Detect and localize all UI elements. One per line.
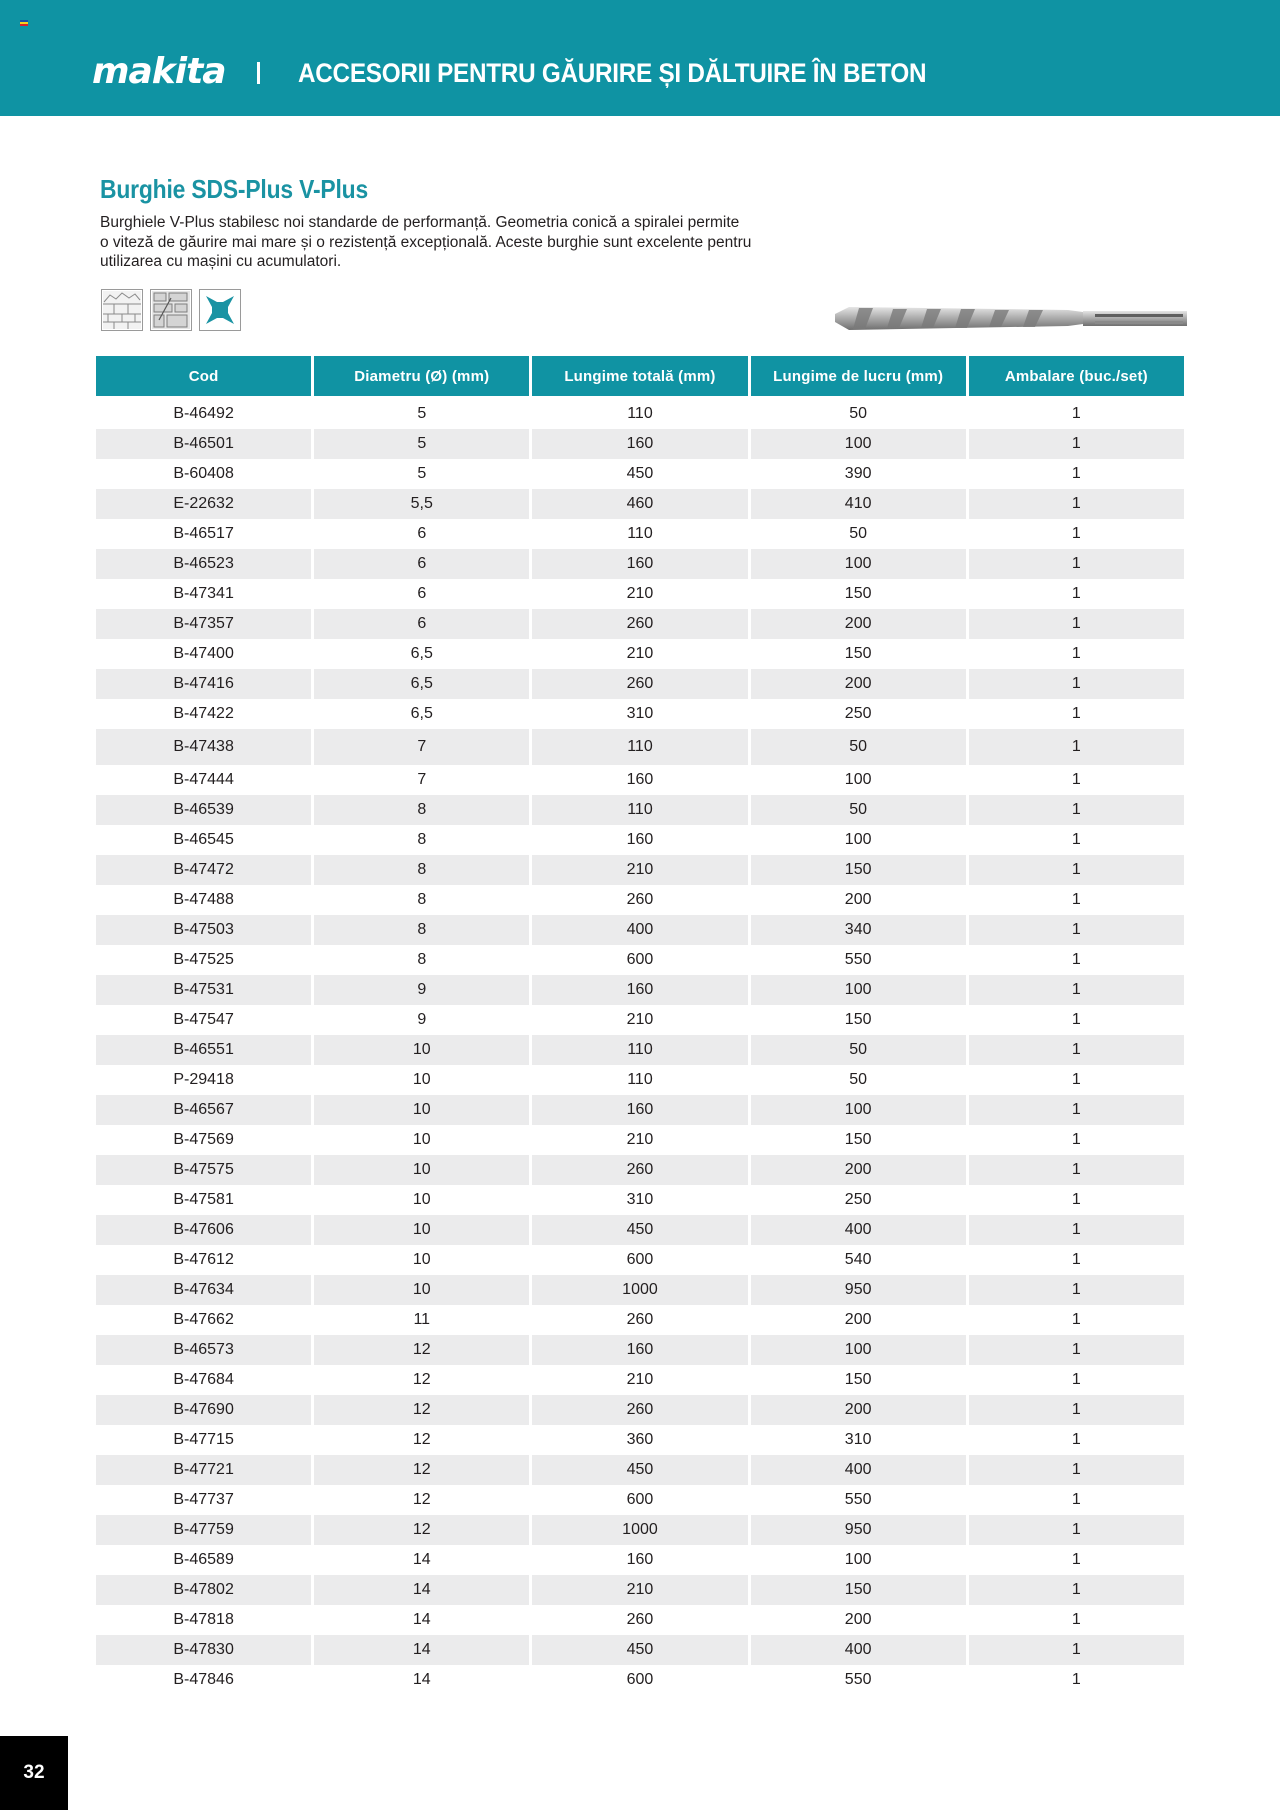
cell-total-length: 450: [626, 465, 654, 482]
table-row: [96, 1545, 1184, 1575]
cell-packaging: 1: [969, 1095, 1184, 1125]
cell-code: B-47531: [96, 975, 311, 1005]
cell-packaging: 1: [1071, 771, 1081, 788]
cell-packaging: 1: [1071, 1611, 1081, 1628]
cell-diameter: 12: [412, 1431, 431, 1448]
table-row: [96, 1305, 1184, 1335]
cell-total-length: 260: [626, 1311, 654, 1328]
table-row: [96, 1035, 1184, 1065]
cell-working-length: 100: [751, 549, 966, 579]
cell-working-length: 310: [844, 1431, 872, 1448]
table-row: [96, 489, 1184, 519]
cell-diameter: 14: [412, 1671, 431, 1688]
description-line: utilizarea cu mașini cu acumulatori.: [100, 253, 342, 270]
cell-working-length: 100: [844, 831, 872, 848]
cell-packaging: 1: [1071, 1311, 1081, 1328]
cell-working-length: 200: [751, 669, 966, 699]
cell-code: B-47569: [173, 1131, 234, 1148]
cell-packaging: 1: [969, 915, 1184, 945]
cell-diameter: 12: [412, 1371, 431, 1388]
cell-working-length: 200: [844, 1311, 872, 1328]
table-row: [96, 609, 1184, 639]
table-row: [96, 1155, 1184, 1185]
cell-packaging: 1: [1071, 1011, 1081, 1028]
cell-working-length: 50: [751, 729, 966, 765]
cell-code: B-47662: [173, 1311, 234, 1328]
cell-diameter: 5: [417, 465, 427, 482]
cell-working-length: 100: [751, 1095, 966, 1125]
cell-total-length: 210: [532, 855, 747, 885]
cell-total-length: 110: [627, 1071, 653, 1088]
cell-diameter: 6: [417, 525, 427, 542]
cell-code: B-46573: [96, 1335, 311, 1365]
cell-total-length: 400: [532, 915, 747, 945]
cell-code: B-47547: [173, 1011, 234, 1028]
table-row: [96, 1365, 1184, 1395]
cell-code: B-47581: [173, 1191, 234, 1208]
table-row: [96, 1395, 1184, 1425]
cell-working-length: 200: [751, 1155, 966, 1185]
cell-total-length: 460: [532, 489, 747, 519]
table-row: [96, 579, 1184, 609]
cell-code: B-46517: [173, 525, 234, 542]
cell-code: B-47684: [173, 1371, 234, 1388]
cell-working-length: 100: [844, 1551, 872, 1568]
cell-total-length: 450: [532, 1635, 747, 1665]
cell-packaging: 1: [969, 609, 1184, 639]
table-row: [96, 945, 1184, 975]
cell-working-length: 410: [751, 489, 966, 519]
table-row: [96, 1575, 1184, 1605]
cell-packaging: 1: [1071, 1071, 1081, 1088]
cell-working-length: 100: [751, 1335, 966, 1365]
cell-diameter: 7: [417, 771, 427, 788]
header-divider: [257, 62, 260, 84]
cell-working-length: 340: [751, 915, 966, 945]
table-row: [96, 519, 1184, 549]
cell-code: B-47612: [173, 1251, 234, 1268]
makita-logo: makita: [92, 51, 226, 92]
cell-working-length: 540: [844, 1251, 872, 1268]
cell-code: B-47400: [173, 645, 234, 662]
cell-code: B-47634: [96, 1275, 311, 1305]
cell-total-length: 160: [532, 975, 747, 1005]
cell-working-length: 200: [751, 1395, 966, 1425]
cell-packaging: 1: [969, 1035, 1184, 1065]
cell-diameter: 14: [314, 1575, 529, 1605]
cell-packaging: 1: [969, 1335, 1184, 1365]
cell-packaging: 1: [1071, 1191, 1081, 1208]
cell-working-length: 50: [751, 795, 966, 825]
cell-diameter: 8: [417, 831, 427, 848]
cell-total-length: 600: [626, 1251, 654, 1268]
table-row: [96, 1335, 1184, 1365]
cell-working-length: 50: [751, 1035, 966, 1065]
cell-working-length: 150: [844, 1011, 872, 1028]
page-number: 32: [0, 1736, 68, 1810]
description-line: Burghiele V-Plus stabilesc noi standarde de performanță. Geometria conică a spiralei permite: [100, 214, 740, 231]
cell-working-length: 100: [844, 771, 872, 788]
cell-packaging: 1: [969, 1635, 1184, 1665]
cell-code: B-47488: [173, 891, 234, 908]
table-row: [96, 399, 1184, 429]
cell-total-length: 450: [532, 1455, 747, 1485]
cell-diameter: 10: [412, 1251, 431, 1268]
cell-total-length: 110: [532, 795, 747, 825]
cell-total-length: 160: [532, 429, 747, 459]
cell-working-length: 550: [844, 1671, 872, 1688]
stone-wall-icon: [150, 289, 192, 331]
cell-code: B-46501: [96, 429, 311, 459]
cell-packaging: 1: [969, 1395, 1184, 1425]
section-description: [100, 213, 820, 272]
cell-packaging: 1: [1071, 1671, 1081, 1688]
cell-diameter: 6,5: [410, 705, 433, 722]
cell-code: B-47715: [173, 1431, 234, 1448]
cell-diameter: 5: [417, 405, 427, 422]
cell-total-length: 1000: [532, 1275, 747, 1305]
cell-working-length: 400: [751, 1215, 966, 1245]
cell-diameter: 5: [314, 429, 529, 459]
cell-working-length: 150: [844, 585, 872, 602]
cell-packaging: 1: [969, 1455, 1184, 1485]
cell-code: B-46545: [173, 831, 234, 848]
page-header: [0, 0, 1280, 116]
cell-working-length: 200: [844, 1611, 872, 1628]
cell-packaging: 1: [969, 1155, 1184, 1185]
cell-code: B-47357: [96, 609, 311, 639]
cell-diameter: 12: [314, 1455, 529, 1485]
cell-total-length: 260: [626, 891, 654, 908]
cell-diameter: 10: [314, 1275, 529, 1305]
cell-diameter: 12: [314, 1335, 529, 1365]
cell-diameter: 10: [412, 1131, 431, 1148]
cell-diameter: 10: [412, 1191, 431, 1208]
table-row: [96, 1455, 1184, 1485]
cell-working-length: 150: [844, 1371, 872, 1388]
cell-total-length: 600: [626, 951, 654, 968]
cell-total-length: 210: [626, 1371, 654, 1388]
table-row: [96, 669, 1184, 699]
cell-packaging: 1: [1071, 831, 1081, 848]
column-header-diameter: Diametru (Ø) (mm): [314, 356, 529, 399]
cell-code: B-47737: [173, 1491, 234, 1508]
cell-total-length: 310: [626, 705, 654, 722]
cell-diameter: 11: [413, 1311, 431, 1328]
table-header-row: [96, 356, 1184, 399]
table-row: [96, 1605, 1184, 1635]
cell-code: B-47830: [96, 1635, 311, 1665]
cell-diameter: 10: [314, 1155, 529, 1185]
cell-working-length: 100: [751, 429, 966, 459]
table-row: [96, 975, 1184, 1005]
cell-total-length: 600: [626, 1671, 654, 1688]
section-title: Burghie SDS-Plus V-Plus: [100, 174, 369, 204]
table-row: [96, 1095, 1184, 1125]
cell-packaging: 1: [1071, 951, 1081, 968]
cell-diameter: 10: [314, 1095, 529, 1125]
cell-total-length: 260: [532, 609, 747, 639]
brick-wall-icon: [101, 289, 143, 331]
table-row: [96, 1125, 1184, 1155]
cell-working-length: 250: [844, 705, 872, 722]
cell-diameter: 6,5: [410, 645, 433, 662]
cell-total-length: 260: [532, 1155, 747, 1185]
cell-packaging: 1: [1071, 525, 1081, 542]
cell-total-length: 260: [532, 669, 747, 699]
cell-code: B-47606: [96, 1215, 311, 1245]
column-header-code: Cod: [96, 356, 311, 399]
cell-diameter: 8: [314, 855, 529, 885]
cell-packaging: 1: [969, 1515, 1184, 1545]
table-row: [96, 729, 1184, 765]
table-row: [96, 429, 1184, 459]
cell-packaging: 1: [969, 1575, 1184, 1605]
cell-diameter: 12: [412, 1491, 431, 1508]
cell-packaging: 1: [969, 549, 1184, 579]
cell-total-length: 160: [532, 1335, 747, 1365]
table-row: [96, 795, 1184, 825]
cell-total-length: 210: [626, 1131, 654, 1148]
cell-working-length: 100: [751, 975, 966, 1005]
romania-flag-icon: [20, 20, 28, 26]
description-line: o viteză de găurire mai mare și o rezistență excepțională. Aceste burghie sunt excelente pentru: [100, 233, 752, 251]
cell-code: B-47444: [173, 771, 234, 788]
cell-diameter: 12: [314, 1395, 529, 1425]
cell-packaging: 1: [969, 975, 1184, 1005]
cell-packaging: 1: [1071, 405, 1081, 422]
cell-code: E-22632: [96, 489, 311, 519]
cell-packaging: 1: [1071, 891, 1081, 908]
column-header-total-length: Lungime totală (mm): [532, 356, 747, 399]
table-row: [96, 855, 1184, 885]
cell-diameter: 12: [314, 1515, 529, 1545]
table-row: [96, 1485, 1184, 1515]
cell-code: B-46492: [173, 405, 234, 422]
cell-working-length: 200: [751, 609, 966, 639]
cell-working-length: 550: [844, 1491, 872, 1508]
cell-working-length: 150: [844, 645, 872, 662]
cell-code: B-47575: [96, 1155, 311, 1185]
cell-total-length: 110: [532, 729, 747, 765]
cell-total-length: 450: [532, 1215, 747, 1245]
table-row: [96, 1215, 1184, 1245]
cell-diameter: 14: [412, 1611, 431, 1628]
table-row: [96, 915, 1184, 945]
cell-packaging: 1: [969, 429, 1184, 459]
cell-packaging: 1: [1071, 1491, 1081, 1508]
cell-working-length: 150: [844, 1131, 872, 1148]
cell-packaging: 1: [1071, 705, 1081, 722]
cell-total-length: 210: [532, 1575, 747, 1605]
cell-diameter: 8: [314, 795, 529, 825]
table-row: [96, 1515, 1184, 1545]
cell-packaging: 1: [1071, 645, 1081, 662]
drill-bit-image: [833, 298, 1189, 338]
cell-working-length: 50: [849, 525, 868, 542]
table-row: [96, 699, 1184, 729]
table-row: [96, 1065, 1184, 1095]
four-cutter-tip-icon: [199, 289, 241, 331]
cell-code: B-46551: [96, 1035, 311, 1065]
page-title: ACCESORII PENTRU GĂURIRE ȘI DĂLTUIRE ÎN BETON: [298, 58, 927, 88]
cell-total-length: 260: [532, 1395, 747, 1425]
cell-code: B-47802: [96, 1575, 311, 1605]
cell-total-length: 600: [626, 1491, 654, 1508]
cell-working-length: 200: [844, 891, 872, 908]
cell-packaging: 1: [1071, 1251, 1081, 1268]
cell-packaging: 1: [1071, 585, 1081, 602]
cell-code: B-47422: [173, 705, 234, 722]
table-row: [96, 639, 1184, 669]
table-row: [96, 1275, 1184, 1305]
cell-working-length: 390: [844, 465, 872, 482]
cell-diameter: 10: [412, 1071, 431, 1088]
cell-packaging: 1: [1071, 1371, 1081, 1388]
cell-diameter: 9: [314, 975, 529, 1005]
cell-total-length: 310: [626, 1191, 654, 1208]
cell-code: B-47690: [96, 1395, 311, 1425]
cell-packaging: 1: [969, 795, 1184, 825]
cell-working-length: 50: [849, 1071, 868, 1088]
cell-total-length: 110: [627, 405, 653, 422]
cell-total-length: 110: [627, 525, 653, 542]
cell-packaging: 1: [1071, 1431, 1081, 1448]
cell-total-length: 160: [626, 771, 654, 788]
cell-code: B-47818: [173, 1611, 234, 1628]
column-header-working-length: Lungime de lucru (mm): [751, 356, 966, 399]
cell-code: B-60408: [173, 465, 234, 482]
cell-diameter: 9: [417, 1011, 427, 1028]
cell-code: B-47721: [96, 1455, 311, 1485]
cell-working-length: 400: [751, 1455, 966, 1485]
cell-code: P-29418: [173, 1071, 234, 1088]
cell-diameter: 8: [417, 891, 427, 908]
table-row: [96, 1185, 1184, 1215]
cell-total-length: 260: [626, 1611, 654, 1628]
cell-diameter: 7: [314, 729, 529, 765]
cell-diameter: 8: [417, 951, 427, 968]
cell-code: B-46523: [96, 549, 311, 579]
cell-total-length: 110: [532, 1035, 747, 1065]
table-row: [96, 459, 1184, 489]
column-header-packaging: Ambalare (buc./set): [969, 356, 1184, 399]
cell-diameter: 6: [417, 585, 427, 602]
table-row: [96, 1005, 1184, 1035]
cell-diameter: 10: [314, 1035, 529, 1065]
table-row: [96, 765, 1184, 795]
cell-working-length: 950: [751, 1515, 966, 1545]
cell-diameter: 14: [412, 1551, 431, 1568]
cell-working-length: 400: [751, 1635, 966, 1665]
cell-packaging: 1: [969, 1215, 1184, 1245]
table-row: [96, 825, 1184, 855]
cell-packaging: 1: [1071, 465, 1081, 482]
cell-working-length: 950: [751, 1275, 966, 1305]
cell-packaging: 1: [1071, 1131, 1081, 1148]
cell-code: B-46589: [173, 1551, 234, 1568]
cell-working-length: 550: [844, 951, 872, 968]
cell-packaging: 1: [969, 729, 1184, 765]
cell-packaging: 1: [1071, 1551, 1081, 1568]
cell-total-length: 160: [532, 1095, 747, 1125]
cell-total-length: 360: [626, 1431, 654, 1448]
cell-code: B-47472: [96, 855, 311, 885]
cell-total-length: 210: [626, 645, 654, 662]
cell-total-length: 210: [626, 585, 654, 602]
cell-diameter: 6,5: [314, 669, 529, 699]
cell-diameter: 5,5: [314, 489, 529, 519]
cell-total-length: 160: [532, 549, 747, 579]
cell-working-length: 150: [751, 855, 966, 885]
cell-code: B-47759: [96, 1515, 311, 1545]
product-table: [93, 356, 1187, 1695]
cell-code: B-46539: [96, 795, 311, 825]
cell-code: B-47341: [173, 585, 234, 602]
cell-working-length: 150: [751, 1575, 966, 1605]
cell-packaging: 1: [969, 1275, 1184, 1305]
cell-total-length: 160: [626, 831, 654, 848]
table-row: [96, 1425, 1184, 1455]
cell-diameter: 10: [314, 1215, 529, 1245]
cell-packaging: 1: [969, 669, 1184, 699]
cell-total-length: 210: [626, 1011, 654, 1028]
cell-diameter: 6: [314, 609, 529, 639]
table-row: [96, 885, 1184, 915]
cell-total-length: 1000: [532, 1515, 747, 1545]
cell-packaging: 1: [969, 489, 1184, 519]
cell-code: B-47503: [96, 915, 311, 945]
cell-working-length: 250: [844, 1191, 872, 1208]
cell-diameter: 6: [314, 549, 529, 579]
table-row: [96, 1245, 1184, 1275]
cell-code: B-47438: [96, 729, 311, 765]
cell-code: B-47525: [173, 951, 234, 968]
cell-diameter: 8: [314, 915, 529, 945]
table-row: [96, 1665, 1184, 1695]
cell-code: B-47846: [173, 1671, 234, 1688]
cell-packaging: 1: [969, 855, 1184, 885]
cell-code: B-47416: [96, 669, 311, 699]
cell-total-length: 160: [626, 1551, 654, 1568]
cell-code: B-46567: [96, 1095, 311, 1125]
table-row: [96, 1635, 1184, 1665]
cell-working-length: 50: [849, 405, 868, 422]
cell-diameter: 14: [314, 1635, 529, 1665]
table-row: [96, 549, 1184, 579]
